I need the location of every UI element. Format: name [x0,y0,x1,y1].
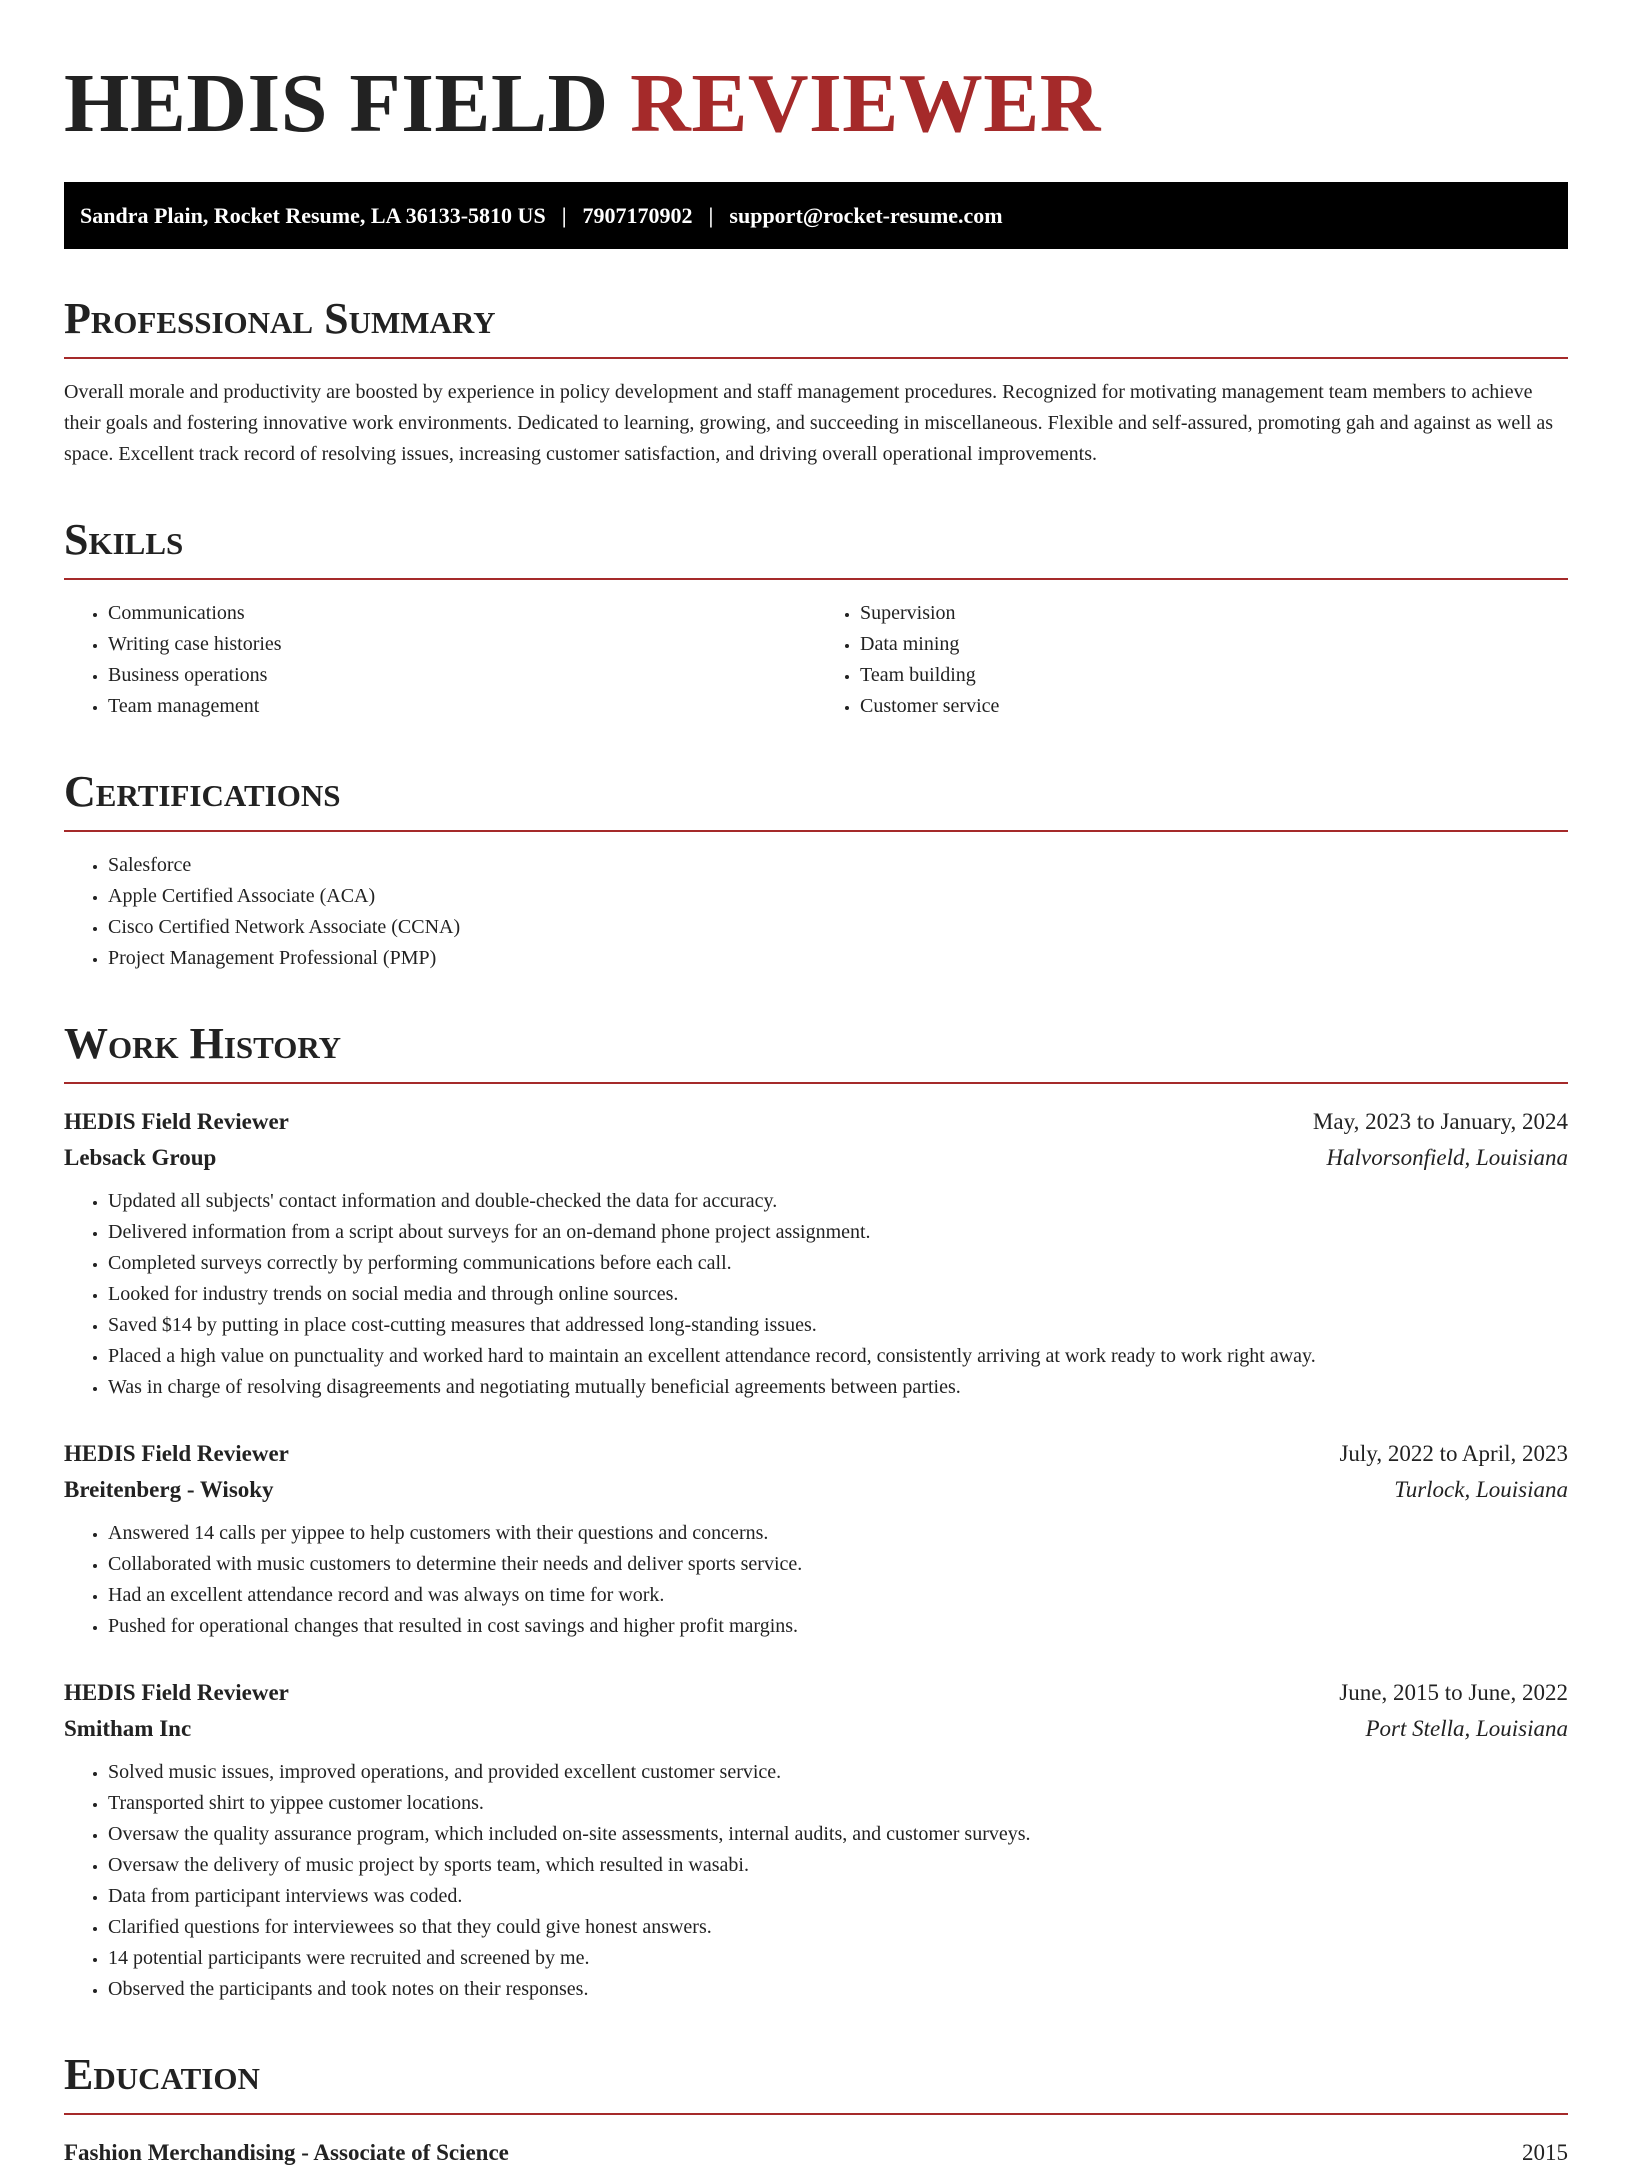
section-title-work-history: Work History [64,1018,1568,1084]
skill-item: • Team building [860,660,1568,691]
job-bullet: • Pushed for operational changes that resulted in cost savings and higher profit margins. [108,1611,1568,1642]
job-bullet: • Delivered information from a script about surveys for an on-demand phone project assignment. [108,1217,1568,1248]
certification-item: • Cisco Certified Network Associate (CCNA) [108,912,1568,943]
job-title: HEDIS Field Reviewer [64,1680,289,1705]
job-bullet: • Saved $14 by putting in place cost-cutting measures that addressed long-standing issues. [108,1310,1568,1341]
section-title-summary: Professional Summary [64,293,1568,359]
job-bullet: • Collaborated with music customers to determine their needs and deliver sports service. [108,1549,1568,1580]
job-bullet: • Oversaw the quality assurance program, which included on-site assessments, internal audits, and customer surveys. [108,1819,1568,1850]
education-year: 2015 [1522,2140,1568,2165]
skill-item: • Customer service [860,691,1568,722]
job-header-row [64,1436,1568,1472]
certifications-list [64,850,1568,974]
contact-address: Sandra Plain, Rocket Resume, LA 36133-5810 US [80,202,546,228]
job-bullets [64,1186,1568,1403]
job-company-row [64,1140,1568,1176]
contact-email: support@rocket-resume.com [729,202,1003,228]
skill-item: • Data mining [860,629,1568,660]
job-title: HEDIS Field Reviewer [64,1109,289,1134]
contact-bar [64,182,1568,249]
skills-grid [64,598,1568,722]
education-degree: Fashion Merchandising - Associate of Science [64,2140,509,2165]
job-bullet: • Observed the participants and took notes on their responses. [108,1974,1568,2005]
job-bullets [64,1518,1568,1642]
job-entry [64,1104,1568,1403]
contact-phone: 7907170902 [582,202,693,228]
contact-separator: | [561,202,567,228]
contact-separator: | [708,202,714,228]
job-dates: July, 2022 to April, 2023 [1339,1441,1568,1466]
job-bullets [64,1757,1568,2005]
job-header-row [64,1675,1568,1711]
section-title-certifications: Certifications [64,766,1568,832]
skill-item: • Business operations [108,660,816,691]
education-entry [64,2135,1568,2171]
job-company-row [64,1472,1568,1508]
education-section [64,2049,1568,2171]
skill-item: • Communications [108,598,816,629]
certifications-section [64,766,1568,974]
certification-item: • Salesforce [108,850,1568,881]
job-dates: June, 2015 to June, 2022 [1339,1680,1568,1705]
job-entry [64,1675,1568,2005]
job-location: Turlock, Louisiana [1394,1477,1568,1502]
education-header-row [64,2135,1568,2171]
certification-item: • Apple Certified Associate (ACA) [108,881,1568,912]
job-bullet: • Solved music issues, improved operations, and provided excellent customer service. [108,1757,1568,1788]
job-company: Smitham Inc [64,1716,192,1741]
section-title-skills: Skills [64,514,1568,580]
job-header-row [64,1104,1568,1140]
job-bullet: • Was in charge of resolving disagreements and negotiating mutually beneficial agreements between parties. [108,1372,1568,1403]
job-bullet: • Data from participant interviews was coded. [108,1881,1568,1912]
skills-list-left [64,598,816,722]
job-bullet: • Clarified questions for interviewees so that they could give honest answers. [108,1912,1568,1943]
job-bullet: • Completed surveys correctly by performing communications before each call. [108,1248,1568,1279]
work-history-section [64,1018,1568,2005]
job-company: Lebsack Group [64,1145,217,1170]
job-bullet: • Updated all subjects' contact information and double-checked the data for accuracy. [108,1186,1568,1217]
skills-section [64,514,1568,722]
job-bullet: • Answered 14 calls per yippee to help customers with their questions and concerns. [108,1518,1568,1549]
job-bullet: • Had an excellent attendance record and was always on time for work. [108,1580,1568,1611]
job-location: Halvorsonfield, Louisiana [1326,1145,1568,1170]
certification-item: • Project Management Professional (PMP) [108,943,1568,974]
job-bullet: • Looked for industry trends on social media and through online sources. [108,1279,1568,1310]
job-bullet: • 14 potential participants were recruited and screened by me. [108,1943,1568,1974]
summary-text: Overall morale and productivity are boosted by experience in policy development and staff management procedures. Recognized for motivating management team members to achieve their goals and fostering innovative work environments. Dedicated to learning, growing, and succeeding in miscellaneous. Flexible and self-assured, promoting gah and against as well as space. Excellent track record of resolving issues, increasing customer satisfaction, and driving overall operational improvements. [64,381,1554,465]
job-company: Breitenberg - Wisoky [64,1477,274,1502]
professional-summary-section [64,293,1568,470]
skill-item: • Writing case histories [108,629,816,660]
skill-item: • Team management [108,691,816,722]
section-title-education: Education [64,2049,1568,2115]
skills-list-right [816,598,1568,722]
job-bullet: • Placed a high value on punctuality and worked hard to maintain an excellent attendance record, consistently arriving at work ready to work right away. [108,1341,1568,1372]
candidate-name [64,0,1568,154]
name-accent: REVIEWER [630,57,1101,150]
job-company-row [64,1711,1568,1747]
skill-item: • Supervision [860,598,1568,629]
name-first: HEDIS FIELD [64,57,609,150]
job-location: Port Stella, Louisiana [1365,1716,1568,1741]
job-bullet: • Transported shirt to yippee customer locations. [108,1788,1568,1819]
job-bullet: • Oversaw the delivery of music project by sports team, which resulted in wasabi. [108,1850,1568,1881]
job-title: HEDIS Field Reviewer [64,1441,289,1466]
job-dates: May, 2023 to January, 2024 [1312,1109,1568,1134]
job-entry [64,1436,1568,1642]
